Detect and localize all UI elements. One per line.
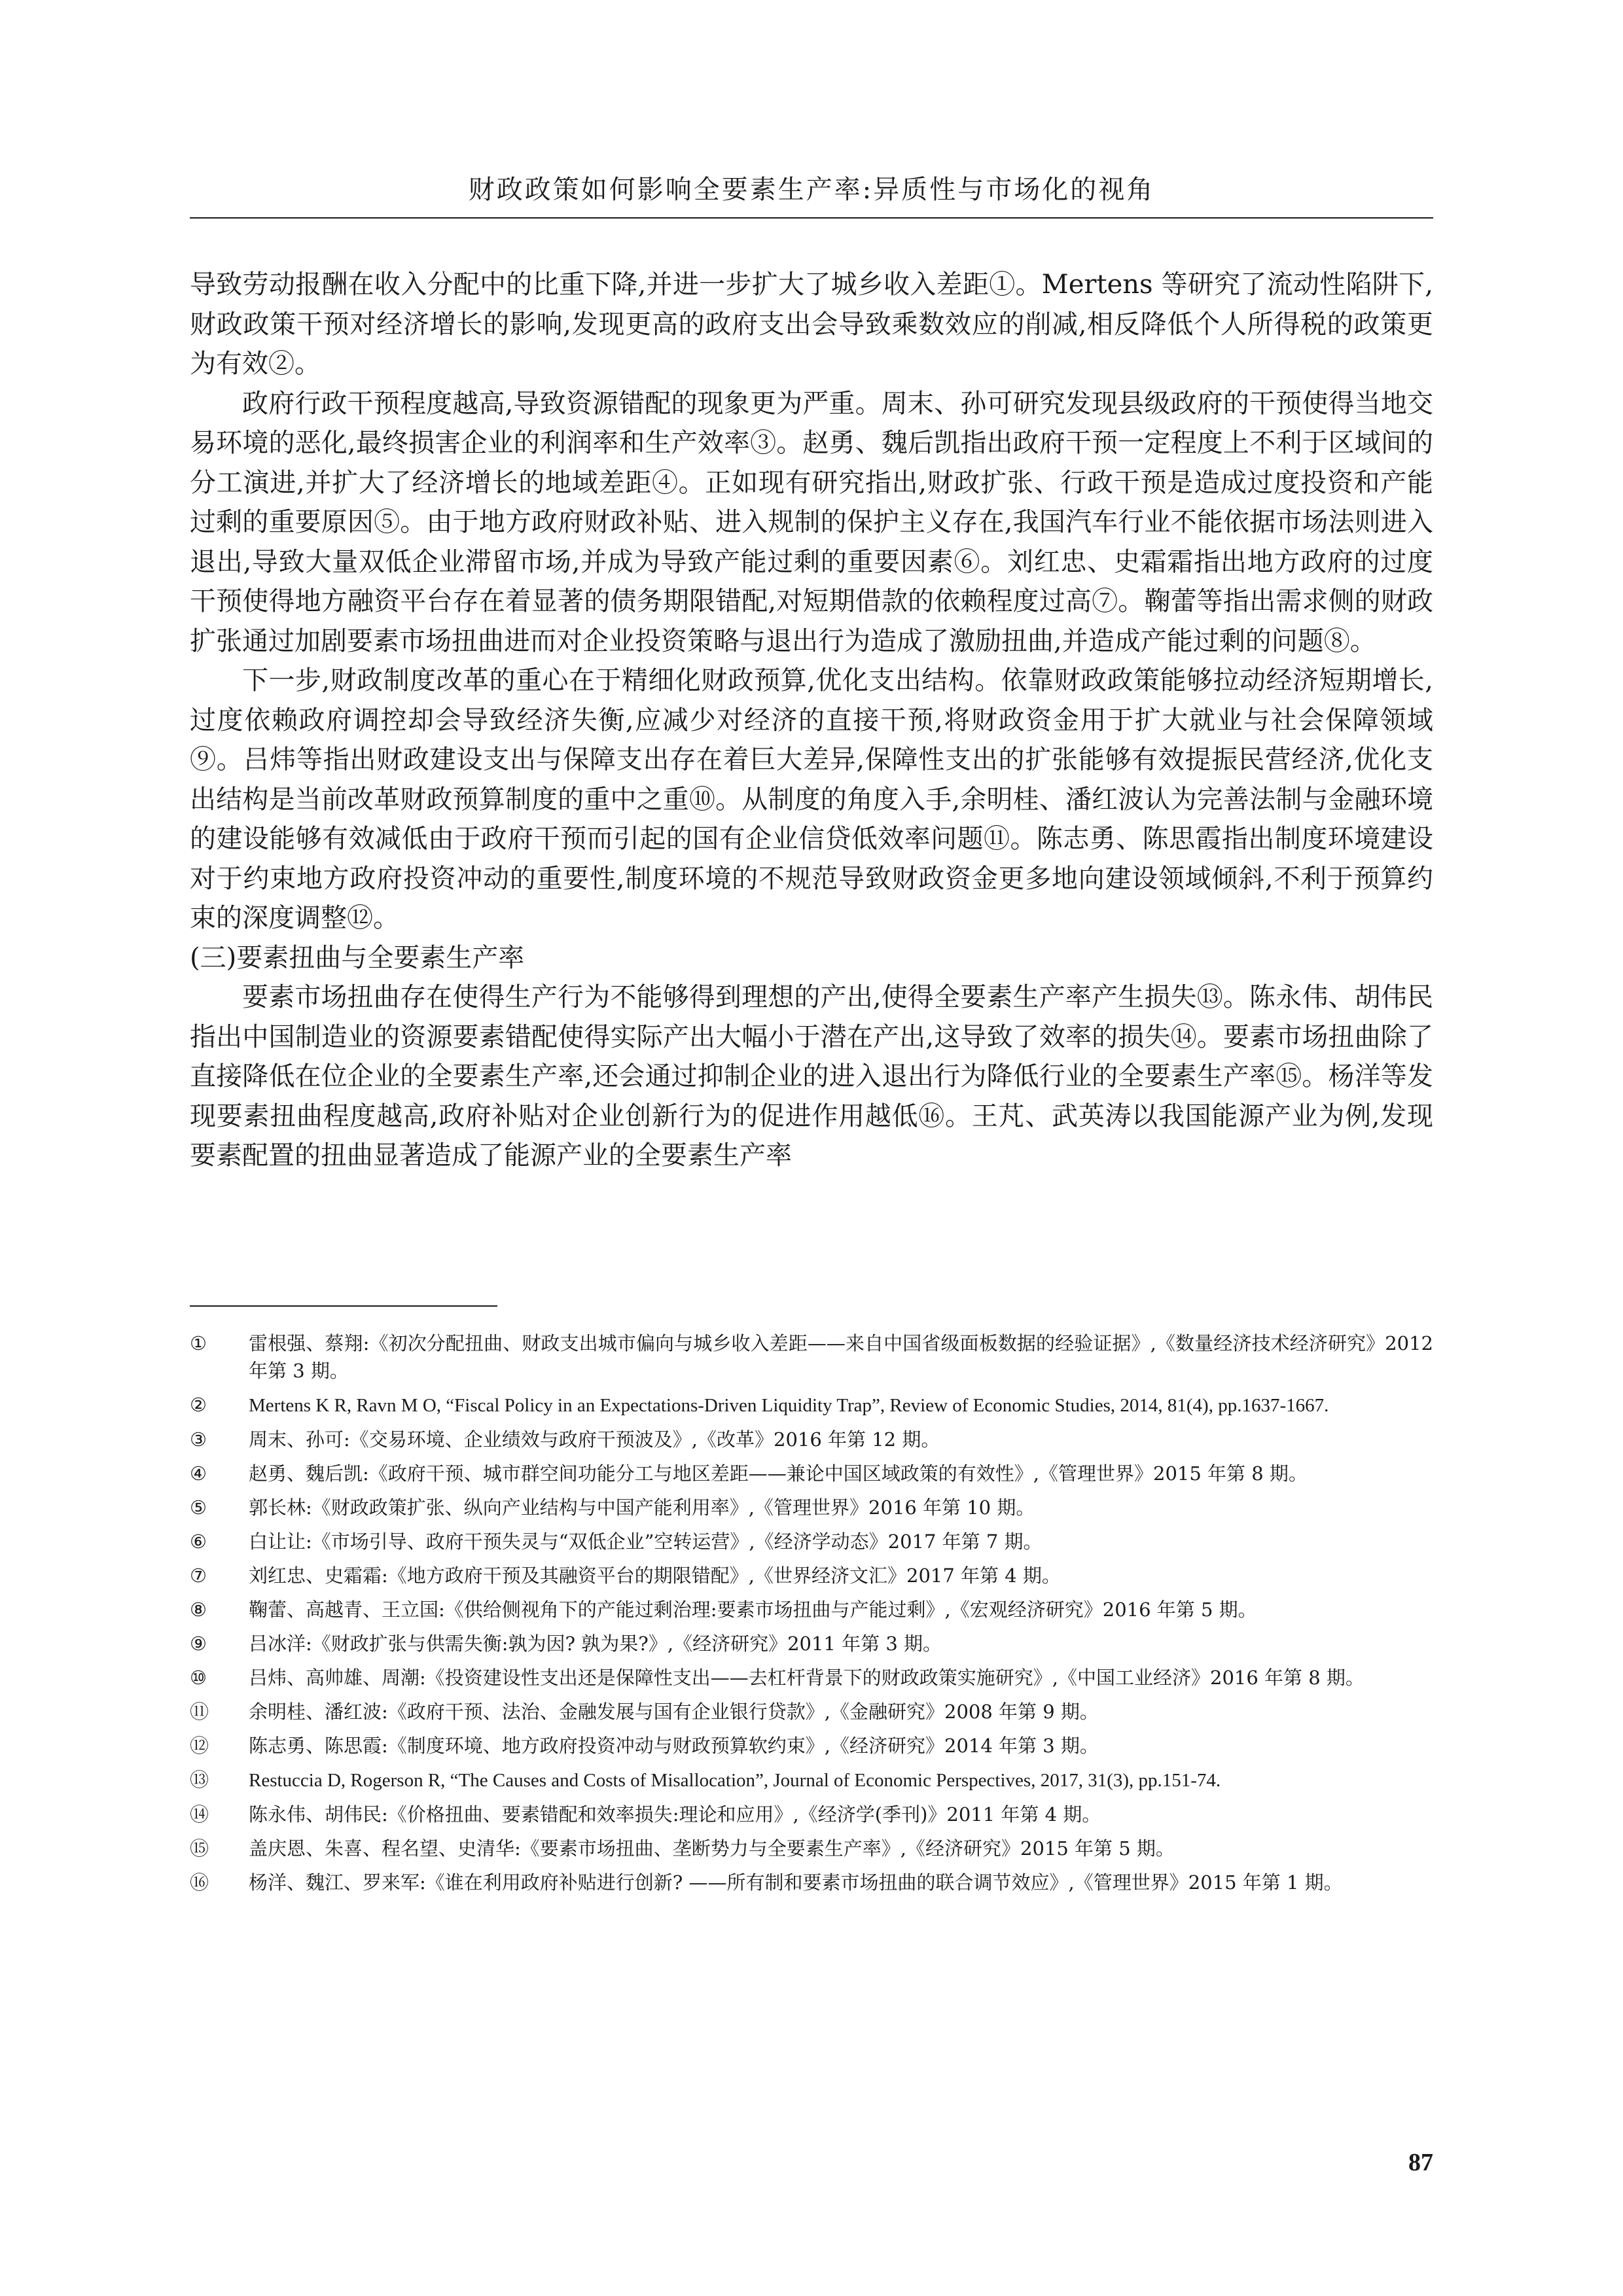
footnote-mark: ⑭ — [190, 1803, 209, 1826]
footnote — [190, 1460, 1433, 1487]
footnote-text: 陈志勇、陈思霞:《制度环境、地方政府投资冲动与财政预算软约束》,《经济研究》2014 年第 3 期。 — [249, 1735, 1099, 1757]
footnote — [190, 1596, 1433, 1623]
footnote-mark: ⑤ — [190, 1496, 207, 1519]
footnote-mark: ③ — [190, 1428, 207, 1451]
paragraph-factor-distortion: 要素市场扭曲存在使得生产行为不能够得到理想的产出,使得全要素生产率产生损失⑬。陈永伟、胡伟民指出中国制造业的资源要素错配使得实际产出大幅小于潜在产出,这导致了效率的损失⑭。要素市场扭曲除了直接降低在位企业的全要素生产率,还会通过抑制企业的进入退出行为降低行业的全要素生产率⑮。杨洋等发现要素扭曲程度越高,政府补贴对企业创新行为的促进作用越低⑯。王芃、武英涛以我国能源产业为例,发现要素配置的扭曲显著造成了能源产业的全要素生产率 — [190, 982, 1433, 1171]
footnote-text: 陈永伟、胡伟民:《价格扭曲、要素错配和效率损失:理论和应用》,《经济学(季刊)》2011 年第 4 期。 — [249, 1803, 1101, 1826]
footnote — [190, 1869, 1433, 1896]
footnote — [190, 1330, 1433, 1385]
footnote-text: 吕冰洋:《财政扩张与供需失衡:孰为因? 孰为果?》,《经济研究》2011 年第 3 期。 — [249, 1633, 942, 1655]
footnote-text: Restuccia D, Rogerson R, “The Causes and Costs of Misallocation”, Journal of Economic Perspectives, 2017, 31(3), pp.151-74. — [249, 1770, 1221, 1791]
footnote-text: 盖庆恩、朱喜、程名望、史清华:《要素市场扭曲、垄断势力与全要素生产率》,《经济研究》2015 年第 5 期。 — [249, 1837, 1175, 1860]
footnote — [190, 1391, 1433, 1419]
footnote-text: 吕炜、高帅雄、周潮:《投资建设性支出还是保障性支出——去杠杆背景下的财政政策实施研究》,《中国工业经济》2016 年第 8 期。 — [249, 1667, 1364, 1689]
paragraph-continuation: 导致劳动报酬在收入分配中的比重下降,并进一步扩大了城乡收入差距①。Mertens 等研究了流动性陷阱下,财政政策干预对经济增长的影响,发现更高的政府支出会导致乘数效应的削减,相反降低个人所得税的政策更为有效②。 — [190, 270, 1433, 379]
footnote-text: 杨洋、魏江、罗来军:《谁在利用政府补贴进行创新? ——所有制和要素市场扭曲的联合调节效应》,《管理世界》2015 年第 1 期。 — [249, 1871, 1343, 1894]
footnote-text: Mertens K R, Ravn M O, “Fiscal Policy in an Expectations-Driven Liquidity Trap”, Review of Economic Studies, 2014, 81(4), pp.1637-1667. — [249, 1395, 1329, 1416]
section-heading: (三)要素扭曲与全要素生产率 — [190, 942, 525, 973]
footnote-mark: ① — [190, 1332, 207, 1354]
footnote-mark: ⑫ — [190, 1735, 209, 1757]
footnote-mark: ⑮ — [190, 1837, 209, 1860]
footnote-text: 余明桂、潘红波:《政府干预、法治、金融发展与国有企业银行贷款》,《金融研究》2008 年第 9 期。 — [249, 1701, 1099, 1723]
footnote — [190, 1732, 1433, 1759]
footnote — [190, 1562, 1433, 1589]
footnote-text: 雷根强、蔡翔:《初次分配扭曲、财政支出城市偏向与城乡收入差距——来自中国省级面板数据的经验证据》,《数量经济技术经济研究》2012 年第 3 期。 — [249, 1332, 1433, 1382]
paragraph-fiscal-reform: 下一步,财政制度改革的重心在于精细化财政预算,优化支出结构。依靠财政政策能够拉动经济短期增长,过度依赖政府调控却会导致经济失衡,应减少对经济的直接干预,将财政资金用于扩大就业与社会保障领域⑨。吕炜等指出财政建设支出与保障支出存在着巨大差异,保障性支出的扩张能够有效提振民营经济,优化支出结构是当前改革财政预算制度的重中之重⑩。从制度的角度入手,余明桂、潘红波认为完善法制与金融环境的建设能够有效减低由于政府干预而引起的国有企业信贷低效率问题⑪。陈志勇、陈思霞指出制度环境建设对于约束地方政府投资冲动的重要性,制度环境的不规范导致财政资金更多地向建设领域倾斜,不利于预算约束的深度调整⑫。 — [190, 665, 1433, 933]
footnote-mark: ⑥ — [190, 1530, 207, 1553]
footnote — [190, 1835, 1433, 1862]
paragraph-government-intervention: 政府行政干预程度越高,导致资源错配的现象更为严重。周末、孙可研究发现县级政府的干预使得当地交易环境的恶化,最终损害企业的利润率和生产效率③。赵勇、魏后凯指出政府干预一定程度上不利于区域间的分工演进,并扩大了经济增长的地域差距④。正如现有研究指出,财政扩张、行政干预是造成过度投资和产能过剩的重要原因⑤。由于地方政府财政补贴、进入规制的保护主义存在,我国汽车行业不能依据市场法则进入退出,导致大量双低企业滞留市场,并成为导致产能过剩的重要因素⑥。刘红忠、史霜霜指出地方政府的过度干预使得地方融资平台存在着显著的债务期限错配,对短期借款的依赖程度过高⑦。鞠蕾等指出需求侧的财政扩张通过加剧要素市场扭曲进而对企业投资策略与退出行为造成了激励扭曲,并造成产能过剩的问题⑧。 — [190, 388, 1433, 656]
page-number: 87 — [1408, 2149, 1433, 2176]
footnote-text: 周末、孙可:《交易环境、企业绩效与政府干预波及》,《改革》2016 年第 12 期。 — [249, 1428, 940, 1451]
footnotes — [190, 1330, 1433, 1903]
footnote — [190, 1664, 1433, 1691]
footnote-mark: ② — [190, 1394, 207, 1416]
footnote — [190, 1528, 1433, 1555]
footnote — [190, 1426, 1433, 1453]
footnote-mark: ⑨ — [190, 1633, 207, 1655]
footnote — [190, 1766, 1433, 1794]
footnote-text: 鞠蕾、高越青、王立国:《供给侧视角下的产能过剩治理:要素市场扭曲与产能过剩》,《宏观经济研究》2016 年第 5 期。 — [249, 1598, 1257, 1621]
footnote-mark: ⑦ — [190, 1564, 207, 1587]
footnote-text: 郭长林:《财政政策扩张、纵向产业结构与中国产能利用率》,《管理世界》2016 年第 10 期。 — [249, 1496, 1035, 1519]
footnote — [190, 1801, 1433, 1828]
footnote-mark: ⑪ — [190, 1701, 209, 1723]
body-text — [190, 265, 1433, 1176]
footnote — [190, 1698, 1433, 1725]
header-rule — [190, 217, 1433, 219]
running-head: 财政政策如何影响全要素生产率:异质性与市场化的视角 — [468, 175, 1155, 205]
footnote-mark: ⑩ — [190, 1667, 207, 1689]
footnote-text: 白让让:《市场引导、政府干预失灵与“双低企业”空转运营》,《经济学动态》2017 年第 7 期。 — [249, 1530, 1043, 1553]
footnote-mark: ⑧ — [190, 1598, 207, 1621]
footnote-mark: ④ — [190, 1462, 207, 1485]
footnote-rule — [190, 1305, 497, 1307]
footnote — [190, 1494, 1433, 1521]
footnote-text: 赵勇、魏后凯:《政府干预、城市群空间功能分工与地区差距——兼论中国区域政策的有效性》,《管理世界》2015 年第 8 期。 — [249, 1462, 1308, 1485]
footnote-mark: ⑯ — [190, 1871, 209, 1894]
footnote — [190, 1630, 1433, 1657]
footnote-mark: ⑬ — [190, 1769, 209, 1791]
footnote-text: 刘红忠、史霜霜:《地方政府干预及其融资平台的期限错配》,《世界经济文汇》2017 年第 4 期。 — [249, 1564, 1061, 1587]
